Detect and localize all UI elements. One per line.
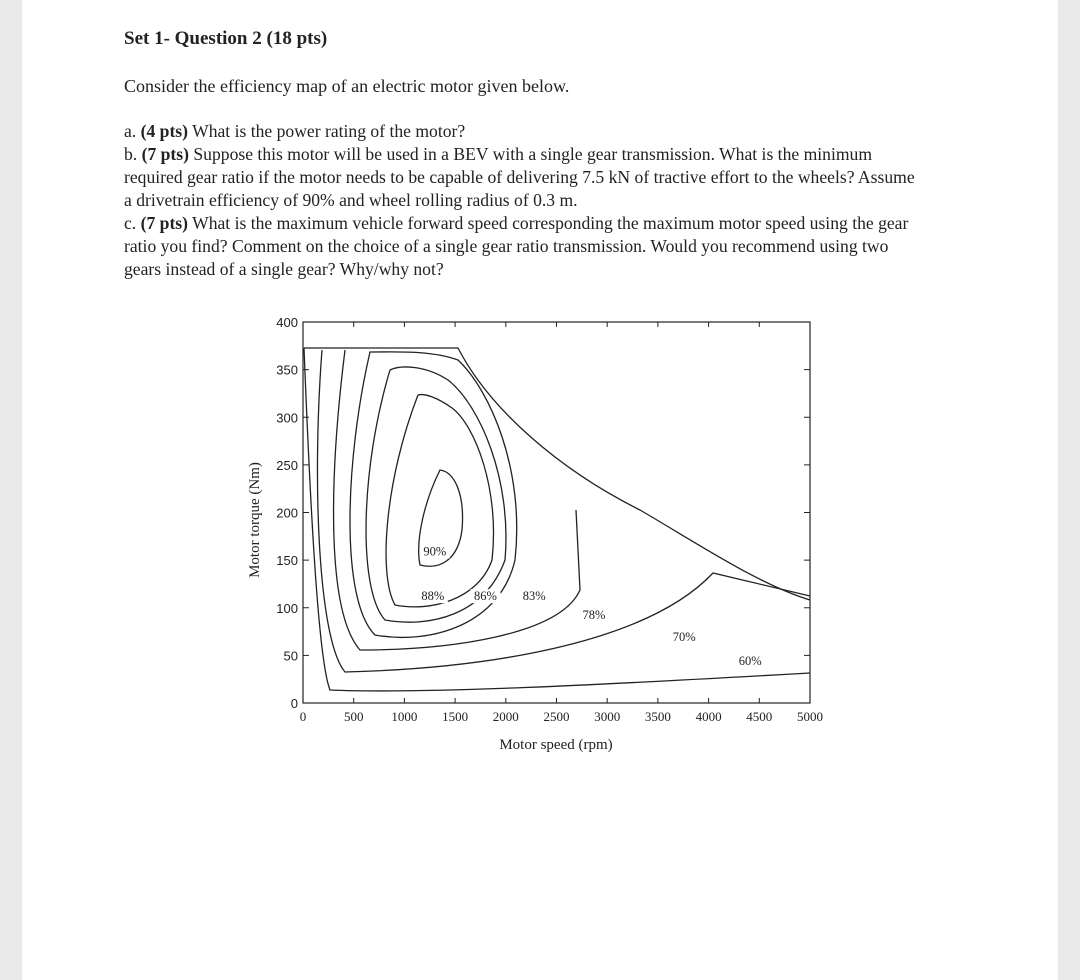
contour-label: 86%: [474, 589, 497, 604]
x-tick-label: 2000: [492, 709, 519, 724]
y-axis-label: Motor torque (Nm): [247, 462, 263, 578]
contour-label: 60%: [738, 653, 762, 668]
plot-frame: [303, 322, 810, 703]
x-tick-label: 2500: [543, 709, 570, 724]
contour-88-line: [386, 395, 493, 607]
question-b-prefix: b.: [124, 144, 142, 164]
x-tick-label: 500: [343, 709, 364, 724]
y-tick-label: 200: [276, 505, 298, 521]
y-tick-label: 300: [276, 410, 298, 426]
question-a-text: What is the power rating of the motor?: [188, 121, 466, 141]
x-tick-label: 4000: [695, 709, 722, 724]
x-tick-label: 1000: [391, 709, 418, 724]
contour-label: 88%: [421, 589, 445, 604]
question-c-text: What is the maximum vehicle forward speed corresponding the maximum motor speed using the gear ratio you find? Comment on the choice of a single gear ratio transmission. Would you recommend using two gears instead of a single gear? Why/why not?: [124, 213, 909, 279]
y-tick-label: 0: [290, 696, 298, 711]
contour-label: 70%: [672, 630, 696, 645]
x-tick-label: 5000: [797, 709, 823, 724]
x-tick-label: 3000: [594, 709, 621, 724]
question-c-points: (7 pts): [140, 213, 189, 233]
y-tick-label: 350: [276, 362, 298, 378]
contour-86-line: [366, 367, 506, 622]
axis-ticks: [303, 322, 810, 703]
y-tick-label: 250: [276, 457, 298, 473]
question-b-text: Suppose this motor will be used in a BEV with a single gear transmission. What is the minimum required gear ratio if the motor needs to be capable of delivering 7.5 kN of tractive effort to the wheels? Assume a drivetrain efficiency of 90% and wheel rolling radius of 0.3 m.: [124, 144, 915, 210]
contour-78-line: [334, 350, 580, 650]
y-tick-label: 400: [276, 315, 298, 330]
contour-label: 83%: [522, 589, 546, 604]
x-tick-label: 4500: [746, 709, 773, 724]
contour-lines: [304, 348, 810, 691]
y-tick-label: 50: [283, 648, 298, 664]
contour-label: 90%: [423, 544, 447, 559]
question-title: Set 1- Question 2 (18 pts): [124, 28, 328, 49]
question-a-points: (4 pts): [140, 121, 189, 141]
x-tick-label: 3500: [644, 709, 671, 724]
x-tick-label: 0: [299, 709, 307, 724]
y-tick-label: 100: [276, 600, 298, 616]
y-tick-label: 150: [276, 553, 298, 569]
intro-text: Consider the efficiency map of an electric motor given below.: [124, 76, 570, 96]
contour-label: 78%: [582, 608, 606, 623]
question-a-prefix: a.: [124, 121, 141, 141]
max-torque-envelope: [304, 348, 810, 600]
contour-70-line: [317, 350, 810, 672]
x-tick-label: 1500: [442, 709, 469, 724]
contour-60-line: [304, 348, 810, 691]
x-axis-label: Motor speed (rpm): [499, 737, 613, 753]
question-c-prefix: c.: [124, 213, 141, 233]
question-b-points: (7 pts): [141, 144, 189, 164]
